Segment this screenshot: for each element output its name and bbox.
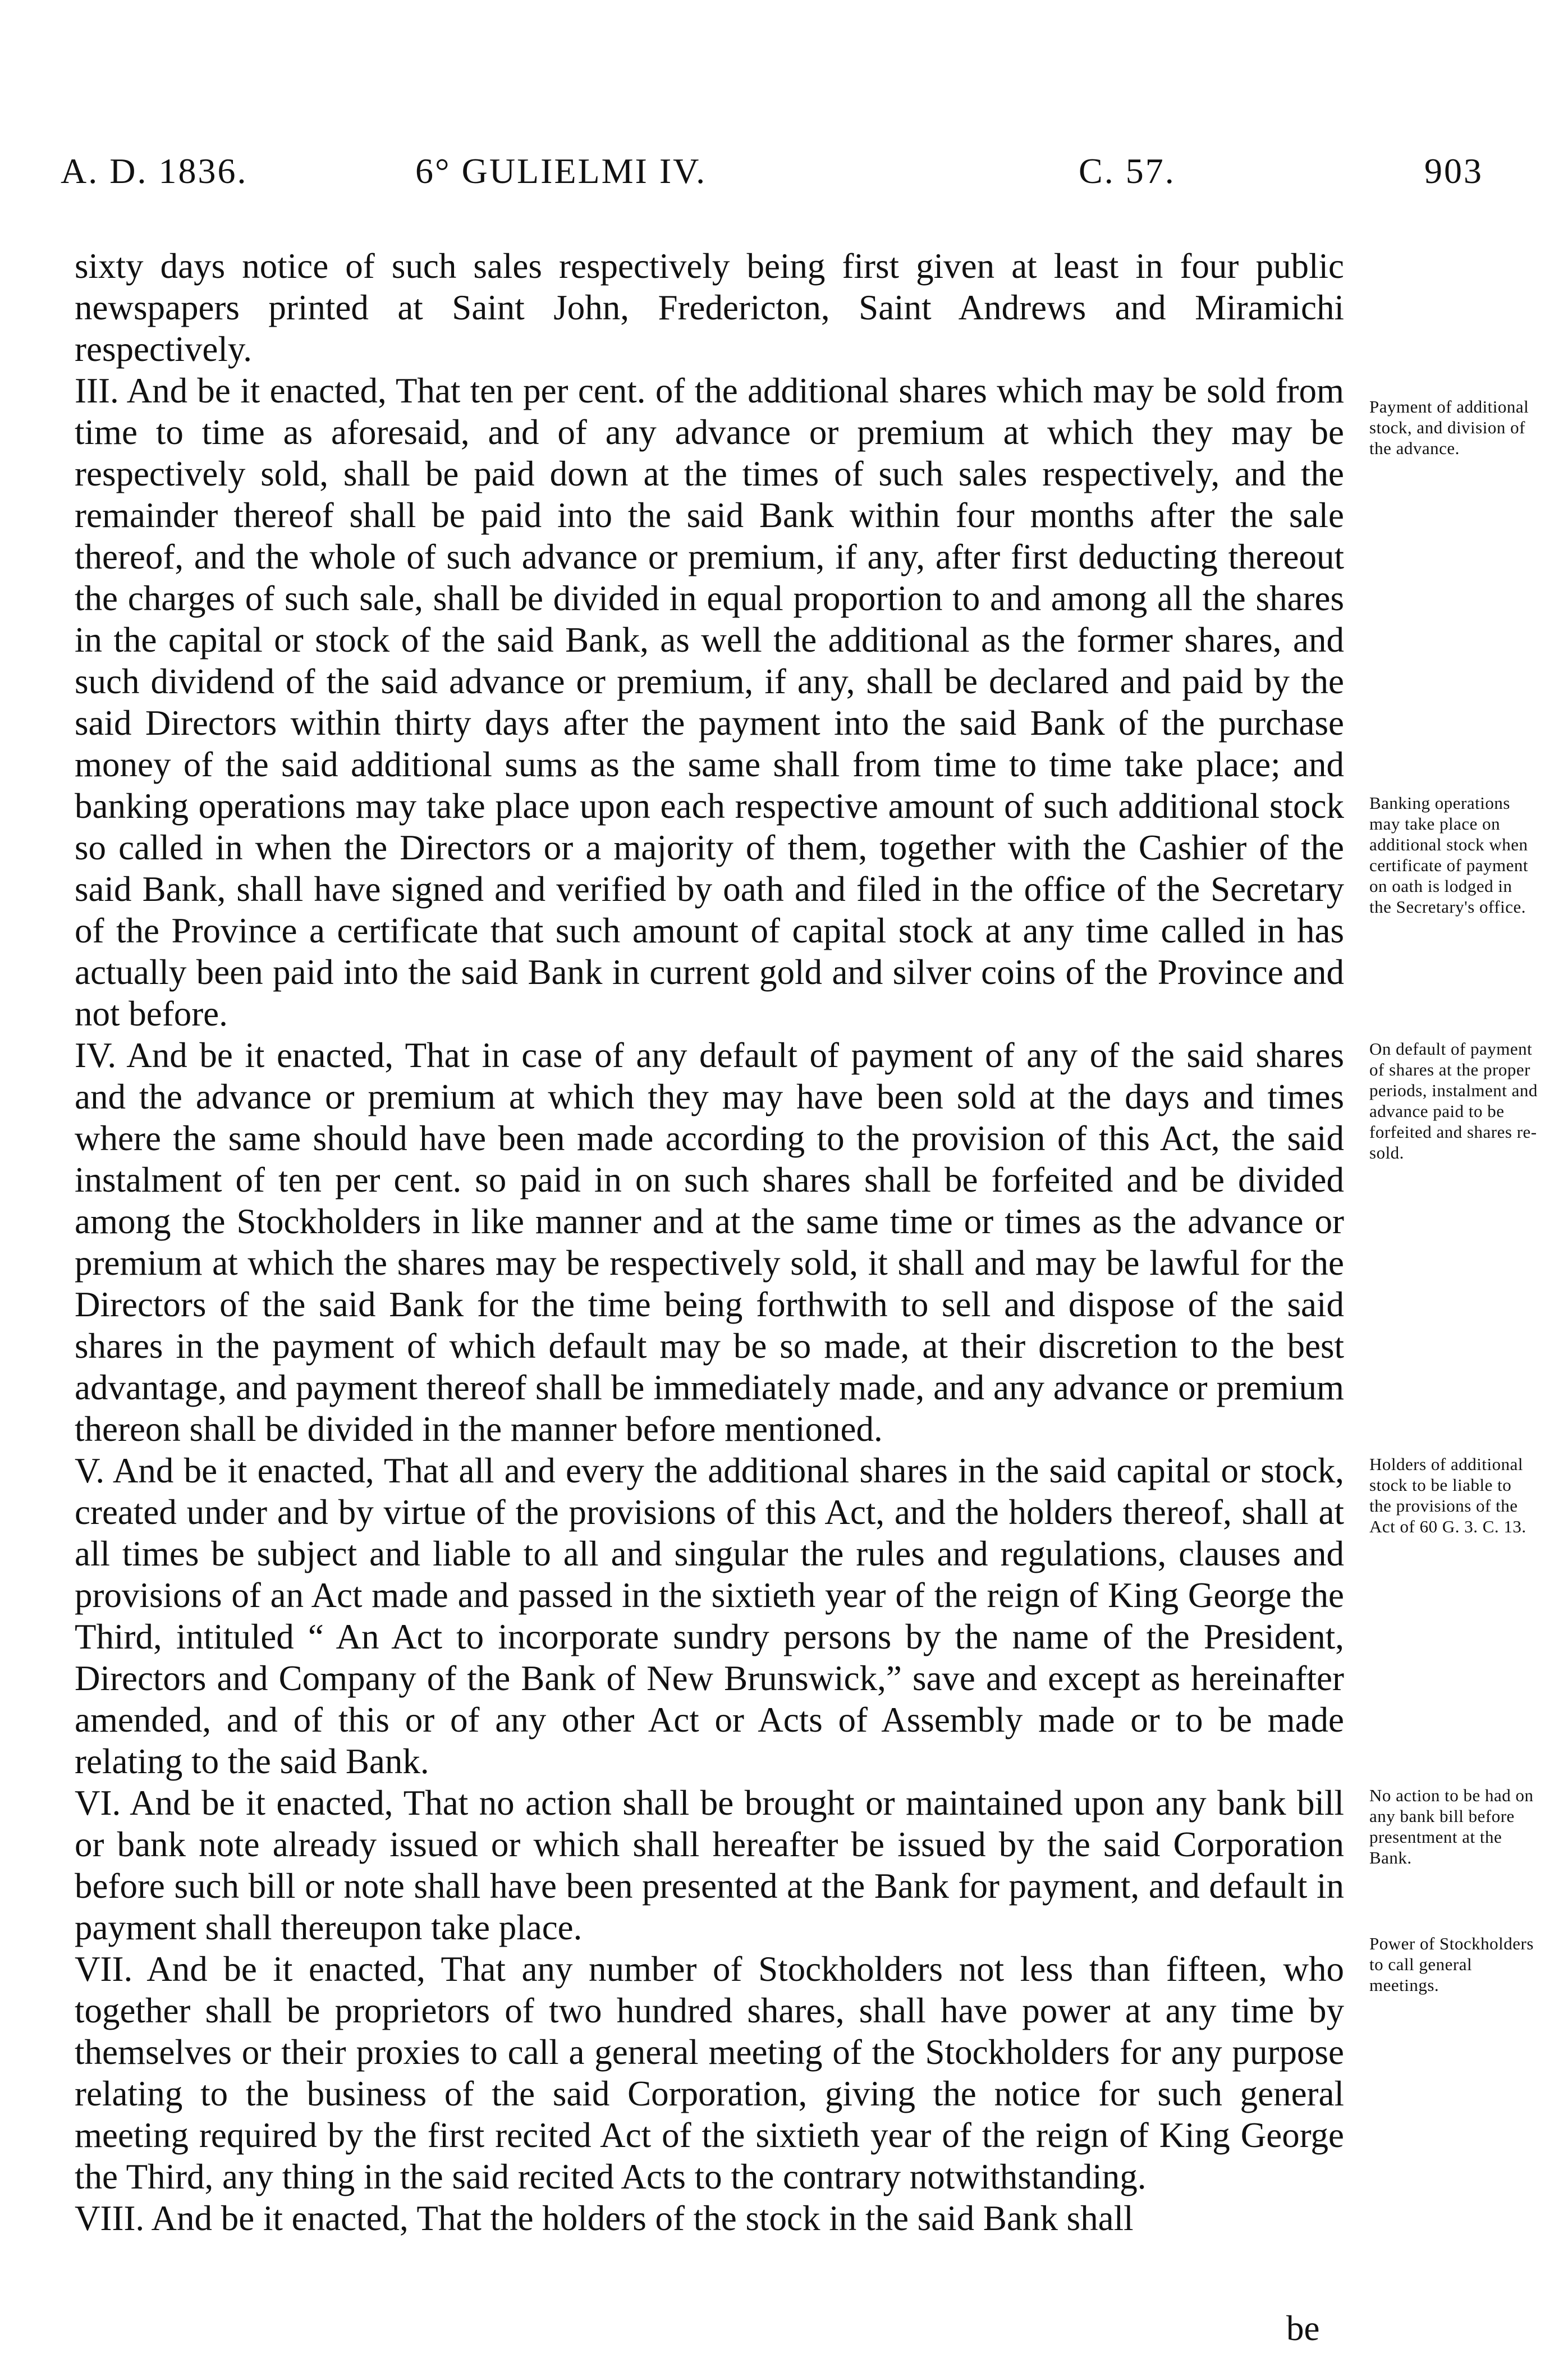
section-v: V. And be it enacted, That all and every the additional shares in the said capital or stock, created under and by virtue of the provisions of this Act, and the holders thereof, shall at all times be subject and liable to all and singular the rules and regulations, clauses and provisions of an Act made and passed in the sixtieth year of the reign of King George the Third, intituled “ An Act to incorporate sundry persons by the name of the President, Directors and Company of the Bank of New Brunswick,” save and except as hereinafter amended, and of this or of any other Act or Acts of Assembly made or to be made relating to the said Bank.: [75, 1451, 1344, 1781]
margin-note-banking: Banking operations may take place on additional stock when certificate of payment on oath is lodged in the Secretary's office.: [1369, 793, 1528, 917]
section-iv: IV. And be it enacted, That in case of any default of payment of any of the said shares and the advance or premium at which they may have been sold at the days and times where the same should have been made according to the provision of this Act, the said instalment of ten per cent. so paid in on such shares shall be forfeited and be divided among the Stockholders in like manner and at the same time or times as the advance or premium at which the shares may be respectively sold, it shall and may be lawful for the Directors of the said Bank for the time being forthwith to sell and dispose of the said shares in the payment of which default may be so made, at their discretion to the best advantage, and payment thereof shall be immediately made, and any advance or premium thereon shall be divided in the manner before mentioned.: [75, 1036, 1344, 1449]
section-vii: VII. And be it enacted, That any number of Stockholders not less than fifteen, who together shall be proprietors of two hundred shares, shall have power at any time by themselves or their proxies to call a general meeting of the Stockholders for any purpose relating to the business of the said Corporation, giving the notice for such general meeting required by the first recited Act of the sixtieth year of the reign of King George the Third, any thing in the said recited Acts to the contrary notwithstanding.: [75, 1949, 1344, 2196]
margin-note-payment: Payment of additional stock, and division of the advance.: [1369, 397, 1529, 458]
margin-note-stockholders: Power of Stockholders to call general meetings.: [1369, 1934, 1534, 1995]
margin-note-default: On default of payment of shares at the proper periods, instalment and advance paid to be forfeited and shares re-sold.: [1369, 1039, 1538, 1162]
section-viii: VIII. And be it enacted, That the holders of the stock in the said Bank shall: [75, 2199, 1134, 2238]
body-text: [75, 245, 1344, 2239]
margin-note-holders: Holders of additional stock to be liable to the provisions of the Act of 60 G. 3. C. 13.: [1369, 1454, 1526, 1536]
catchword: be: [1286, 2309, 1320, 2348]
header-year: A. D. 1836.: [61, 151, 248, 191]
section-vi: VI. And be it enacted, That no action shall be brought or maintained upon any bank bill or bank note already issued or which shall hereafter be issued by the said Corporation before such bill or note shall have been presented at the Bank for payment, and default in payment shall thereupon take place.: [75, 1783, 1344, 1947]
margin-note-no-action: No action to be had on any bank bill before presentment at the Bank.: [1369, 1786, 1534, 1867]
header-chapter: C. 57.: [1079, 151, 1176, 191]
section-iii: III. And be it enacted, That ten per cent. of the additional shares which may be sold from time to time as aforesaid, and of any advance or premium at which they may be respectively sold, shall be paid down at the times of such sales respectively, and the remainder thereof shall be paid into the said Bank within four months after the sale thereof, and the whole of such advance or premium, if any, after first deducting thereout the charges of such sale, shall be divided in equal proportion to and among all the shares in the capital or stock of the said Bank, as well the additional as the former shares, and such dividend of the said advance or premium, if any, shall be declared and paid by the said Directors within thirty days after the payment into the said Bank of the purchase money of the said additional sums as the same shall from time to time take place; and banking operations may take place upon each respective amount of such additional stock so called in when the Directors or a majority of them, together with the Cashier of the said Bank, shall have signed and verified by oath and filed in the office of the Secretary of the Province a certificate that such amount of capital stock at any time called in has actually been paid into the said Bank in current gold and silver coins of the Province and not before.: [75, 371, 1344, 1033]
paragraph-continuation: sixty days notice of such sales respectively being first given at least in four public newspapers printed at Saint John, Fredericton, Saint Andrews and Miramichi respectively.: [75, 246, 1344, 369]
page-number: 903: [1424, 151, 1483, 191]
header-title: 6° GULIELMI IV.: [415, 151, 707, 191]
